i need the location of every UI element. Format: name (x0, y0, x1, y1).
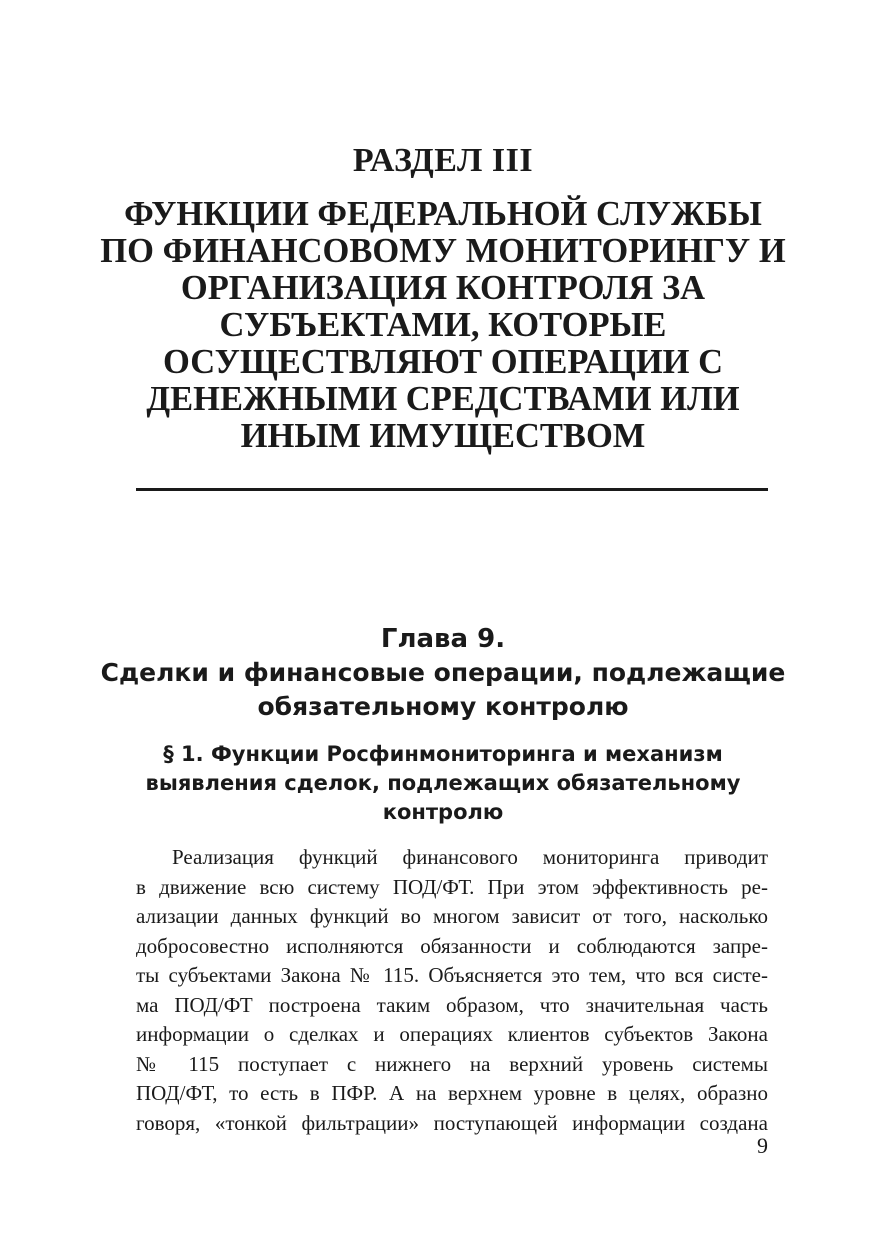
body-line: информации о сделках и операциях клиентов субъектов Закона (136, 1022, 768, 1046)
section-title: ФУНКЦИИ ФЕДЕРАЛЬНОЙ СЛУЖБЫ ПО ФИНАНСОВОМУ МОНИТОРИНГУ И ОРГАНИЗАЦИЯ КОНТРОЛЯ ЗА СУБЪЕКТАМИ, КОТОРЫЕ ОСУЩЕСТВЛЯЮТ ОПЕРАЦИИ С ДЕНЕЖНЫМИ СРЕДСТВАМИ ИЛИ ИНЫМ ИМУЩЕСТВОМ (100, 195, 786, 455)
page-number: 9 (757, 1133, 768, 1158)
body-line: ма ПОД/ФТ построена таким образом, что значительная часть (136, 992, 768, 1017)
body-line: Реализация функций финансового мониторинга приводит (172, 845, 768, 869)
body-line: ты субъектами Закона № 115. Объясняется это тем, что вся систе- (136, 963, 768, 987)
section-divider (136, 488, 768, 491)
body-text (136, 843, 768, 1138)
body-line: ализации данных функций во многом зависит от того, насколько (136, 904, 768, 928)
paragraph-heading: § 1. Функции Росфинмониторинга и механизм выявления сделок, подлежащих обязательному контролю (145, 742, 741, 824)
chapter-title: Сделки и финансовые операции, подлежащие обязательному контролю (100, 658, 786, 721)
body-line: добросовестно исполняются обязанности и соблюдаются запре- (136, 933, 768, 958)
chapter-number: Глава 9. (380, 624, 506, 654)
body-line: в движение всю систему ПОД/ФТ. При этом эффективность ре- (136, 874, 768, 899)
body-line: № 115 поступает с нижнего на верхний уровень системы (136, 1051, 768, 1076)
body-line: ПОД/ФТ, то есть в ПФР. А на верхнем уровне в целях, образно (136, 1081, 768, 1105)
body-line: говоря, «тонкой фильтрации» поступающей информации создана (136, 1110, 768, 1135)
section-number: РАЗДЕЛ III (352, 142, 534, 179)
